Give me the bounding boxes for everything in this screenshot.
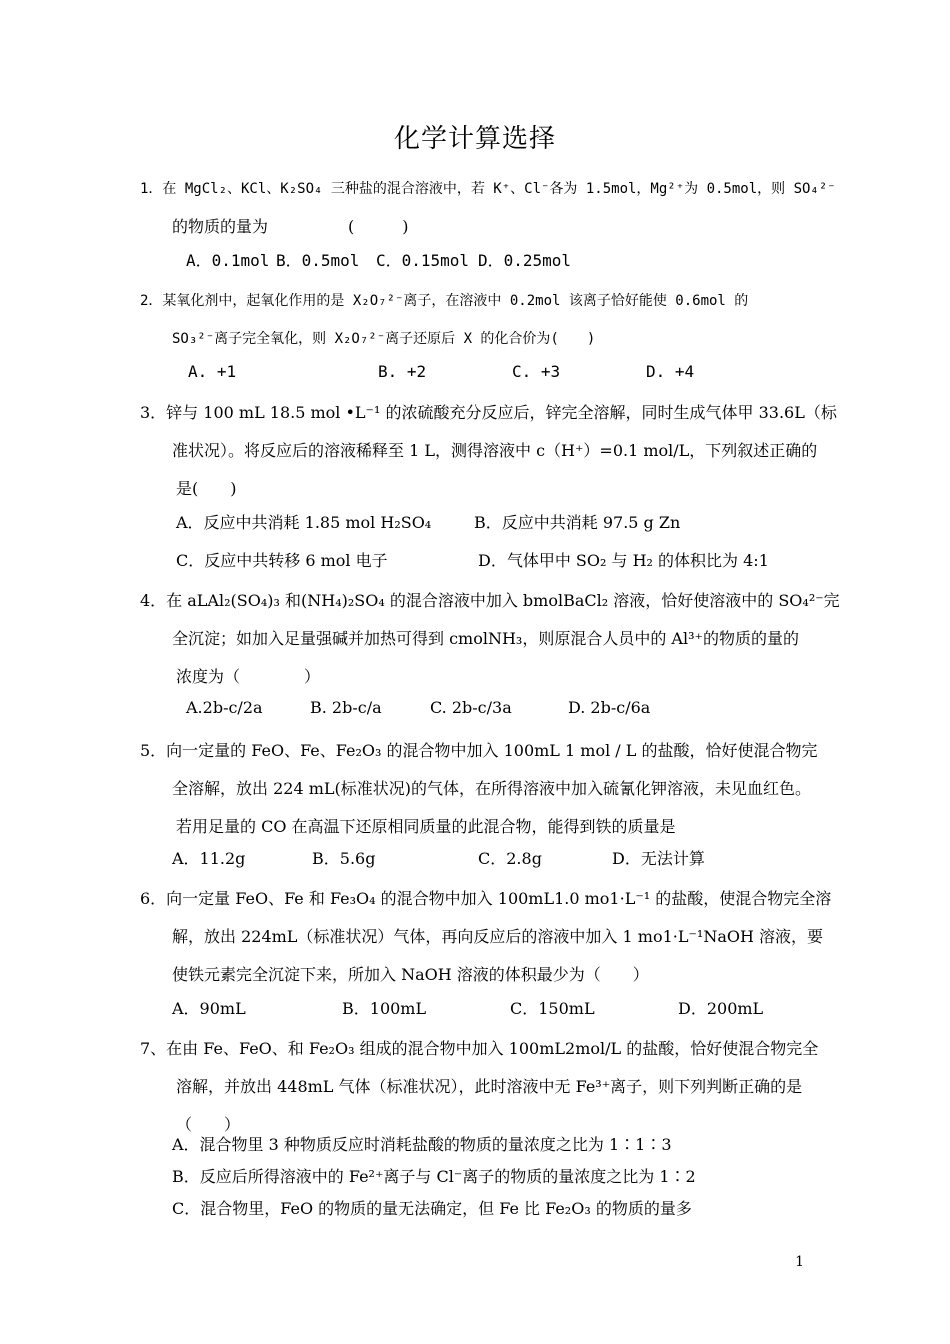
option-d: D．气体甲中 SO₂ 与 H₂ 的体积比为 4:1 (478, 551, 769, 570)
question-3-line-2: 准状况）。将反应后的溶液稀释至 1 L，测得溶液中 c（H⁺）=0.1 mol/L，下列叙述正确的 (172, 441, 818, 460)
question-6-line-3: 使铁元素完全沉淀下来，所加入 NaOH 溶液的体积最少为（ ） (172, 965, 649, 984)
question-7-line-3: （ ） (176, 1115, 241, 1134)
option-a: A. +1 (188, 362, 237, 381)
option-a: A．混合物里 3 种物质反应时消耗盐酸的物质的量浓度之比为 1∶1∶3 (172, 1135, 672, 1154)
option-a: A．11.2g (172, 849, 246, 868)
option-b: B. +2 (378, 362, 427, 381)
question-4-line-1: 4．在 aLAl₂(SO₄)₃ 和(NH₄)₂SO₄ 的混合溶液中加入 bmolBaCl₂ 溶液，恰好使溶液中的 SO₄²⁻完 (140, 591, 840, 610)
option-b: B．100mL (342, 999, 427, 1018)
question-3-line-1: 3．锌与 100 mL 18.5 mol •L⁻¹ 的浓硫酸充分反应后，锌完全溶解，同时生成气体甲 33.6L（标 (140, 403, 837, 422)
question-3 (140, 394, 837, 508)
question-2-line-1: 2．某氧化剂中，起氧化作用的是 X₂O₇²⁻离子，在溶液中 0.2mol 该离子恰好能使 0.6mol 的 (140, 293, 749, 309)
option-b: B．反应中共消耗 97.5 g Zn (474, 513, 681, 532)
option-b: B．5.6g (312, 849, 376, 868)
question-7-line-2: 溶解，并放出 448mL 气体（标准状况），此时溶液中无 Fe³⁺离子，则下列判断正确的是 (176, 1077, 803, 1096)
option-c: C．150mL (510, 999, 595, 1018)
option-c: C. +3 (512, 362, 561, 381)
question-5 (140, 732, 820, 846)
question-6-line-1: 6．向一定量 FeO、Fe 和 Fe₃O₄ 的混合物中加入 100mL1.0 mo1·L⁻¹ 的盐酸，使混合物完全溶 (140, 889, 832, 908)
page-title: 化学计算选择 (393, 124, 556, 154)
option-b: B. 2b-c/a (310, 698, 382, 717)
option-d: D．无法计算 (612, 849, 705, 868)
option-d: D. 2b-c/6a (568, 698, 651, 717)
option-d: D．0.25mol (478, 251, 572, 270)
option-c: C．0.15mol (376, 251, 470, 270)
question-5-line-2: 全溶解，放出 224 mL(标准状况)的气体，在所得溶液中加入硫氰化钾溶液，未见血红色。 (172, 779, 811, 798)
option-d: D. +4 (646, 362, 695, 381)
question-7-line-1: 7、在由 Fe、FeO、和 Fe₂O₃ 组成的混合物中加入 100mL2mol/L 的盐酸，恰好使混合物完全 (140, 1039, 819, 1058)
page-number: 1 (795, 1254, 804, 1270)
option-c: C．反应中共转移 6 mol 电子 (176, 551, 388, 570)
question-4-line-2: 全沉淀；如加入足量强碱并加热可得到 cmolNH₃，则原混合人员中的 Al³⁺的物质的量的 (172, 629, 799, 648)
question-1-line-2: 的物质的量为 ( ) (172, 217, 409, 236)
question-4-line-3: 浓度为（ ） (176, 667, 321, 686)
option-b: B．反应后所得溶液中的 Fe²⁺离子与 Cl⁻离子的物质的量浓度之比为 1∶2 (172, 1167, 696, 1186)
question-6 (140, 880, 832, 994)
question-4 (140, 582, 840, 696)
question-7 (140, 1030, 820, 1144)
question-5-line-3: 若用足量的 CO 在高温下还原相同质量的此混合物，能得到铁的质量是 (176, 817, 676, 836)
option-a: A．90mL (172, 999, 246, 1018)
option-c: C．2.8g (478, 849, 542, 868)
question-2-line-2: SO₃²⁻离子完全氧化，则 X₂O₇²⁻离子还原后 X 的化合价为( ) (172, 331, 596, 347)
question-5-line-1: 5．向一定量的 FeO、Fe、Fe₂O₃ 的混合物中加入 100mL 1 mol / L 的盐酸，恰好使混合物完 (140, 741, 818, 760)
option-c: C．混合物里，FeO 的物质的量无法确定，但 Fe 比 Fe₂O₃ 的物质的量多 (172, 1199, 692, 1218)
question-1-line-1: 1．在 MgCl₂、KCl、K₂SO₄ 三种盐的混合溶液中，若 K⁺、Cl⁻各为 1.5mol，Mg²⁺为 0.5mol，则 SO₄²⁻ (140, 181, 836, 197)
option-b: B．0.5mol (276, 251, 360, 270)
question-3-line-3: 是( ) (176, 479, 237, 498)
question-6-line-2: 解，放出 224mL（标准状况）气体，再向反应后的溶液中加入 1 mo1·L⁻¹NaOH 溶液，要 (172, 927, 824, 946)
option-a: A．0.1mol (186, 251, 270, 270)
question-1 (140, 170, 836, 246)
question-2 (140, 282, 820, 358)
option-a: A.2b-c/2a (186, 698, 263, 717)
option-d: D．200mL (678, 999, 764, 1018)
option-c: C. 2b-c/3a (430, 698, 512, 717)
option-a: A．反应中共消耗 1.85 mol H₂SO₄ (176, 513, 432, 532)
